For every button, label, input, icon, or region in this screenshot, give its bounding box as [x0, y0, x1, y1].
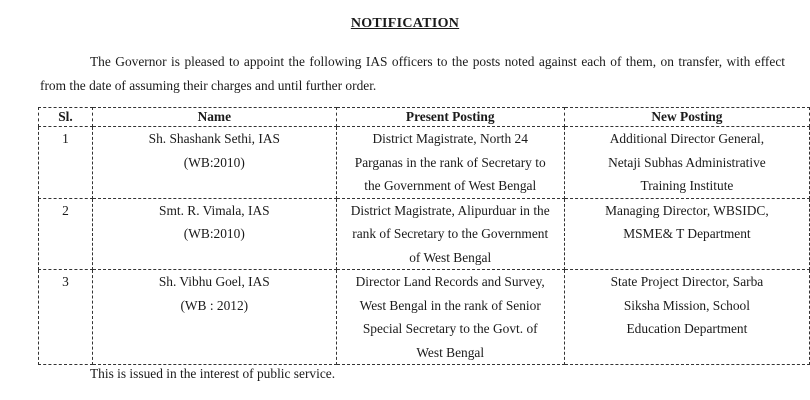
- row-present-posting: [336, 127, 564, 199]
- new-line: State Project Director, Sarba: [610, 274, 764, 289]
- table-row: [39, 127, 810, 199]
- postings-table: [38, 107, 810, 365]
- closing-statement: This is issued in the interest of public service.: [90, 366, 336, 381]
- present-line: the Government of West Bengal: [364, 178, 537, 193]
- row-sl: 1: [39, 127, 93, 199]
- officer-name: Sh. Shashank Sethi, IAS: [148, 131, 280, 146]
- row-name: [93, 270, 337, 365]
- officer-name: Smt. R. Vimala, IAS: [159, 202, 270, 218]
- header-present-posting: Present Posting: [336, 108, 564, 127]
- new-line: Education Department: [626, 321, 748, 336]
- officer-batch: (WB:2010): [183, 154, 245, 170]
- new-line: Netaji Subhas Administrative: [608, 154, 766, 170]
- table-row: [39, 270, 810, 365]
- header-name: Name: [93, 108, 337, 127]
- present-line: of West Bengal: [409, 249, 492, 265]
- new-line: Managing Director, WBSIDC,: [605, 202, 769, 218]
- new-line: Training Institute: [640, 178, 734, 193]
- row-new-posting: [564, 270, 809, 365]
- officer-name: Sh. Vibhu Goel, IAS: [158, 274, 270, 289]
- row-present-posting: [336, 270, 564, 365]
- header-sl: Sl.: [39, 108, 93, 127]
- row-new-posting: [564, 127, 809, 199]
- officer-batch: (WB:2010): [183, 226, 245, 241]
- table-row: [39, 198, 810, 270]
- present-line: rank of Secretary to the Government: [352, 226, 549, 241]
- present-line: Director Land Records and Survey,: [355, 274, 545, 289]
- present-line: District Magistrate, North 24: [372, 131, 528, 146]
- officer-batch: (WB : 2012): [180, 297, 249, 313]
- present-line: Parganas in the rank of Secretary to: [354, 154, 546, 170]
- row-name: [93, 198, 337, 270]
- present-line: West Bengal: [416, 344, 485, 360]
- present-line: West Bengal in the rank of Senior: [359, 297, 541, 313]
- row-sl: 2: [39, 198, 93, 270]
- new-line: Additional Director General,: [609, 131, 765, 146]
- table-header-row: [39, 108, 810, 127]
- row-new-posting: [564, 198, 809, 270]
- new-line: MSME& T Department: [623, 226, 751, 241]
- row-name: [93, 127, 337, 199]
- row-present-posting: [336, 198, 564, 270]
- row-sl: 3: [39, 270, 93, 365]
- present-line: District Magistrate, Alipurduar in the: [350, 202, 550, 218]
- header-new-posting: New Posting: [564, 108, 809, 127]
- new-line: Siksha Mission, School: [623, 297, 750, 313]
- notification-title: NOTIFICATION: [350, 16, 460, 31]
- present-line: Special Secretary to the Govt. of: [362, 321, 538, 336]
- notification-paragraph: The Governor is pleased to appoint the following IAS officers to the posts noted against each of them, on transfer, with effect from the date of assuming their charges and until further order.: [40, 54, 785, 93]
